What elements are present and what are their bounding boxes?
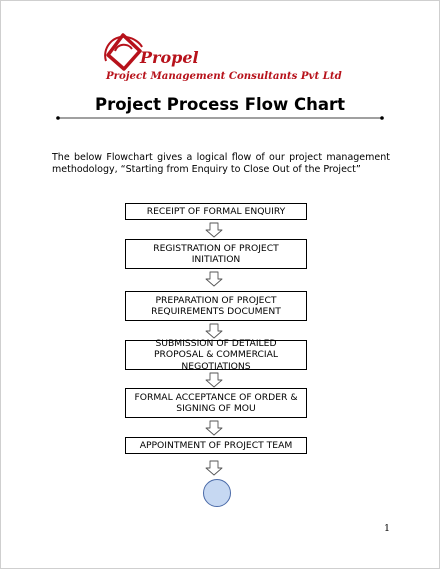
down-arrow-icon	[204, 222, 224, 238]
flowchart-step: FORMAL ACCEPTANCE OF ORDER & SIGNING OF MOU	[125, 388, 307, 418]
flowchart-step: RECEIPT OF FORMAL ENQUIRY	[125, 203, 307, 220]
company-name: Project Management Consultants Pvt Ltd	[106, 70, 342, 82]
flowchart-end-circle	[203, 479, 231, 507]
document-title: Project Process Flow Chart	[94, 95, 345, 114]
down-arrow-icon	[204, 271, 224, 287]
flowchart-step: REGISTRATION OF PROJECT INITIATION	[125, 239, 307, 269]
down-arrow-icon	[204, 372, 224, 388]
title-divider	[56, 114, 384, 122]
page-number: 1	[384, 523, 391, 534]
down-arrow-icon	[204, 460, 224, 476]
down-arrow-icon	[204, 323, 224, 339]
flowchart-step: PREPARATION OF PROJECT REQUIREMENTS DOCUMENT	[125, 291, 307, 321]
intro-paragraph: The below Flowchart gives a logical flow of our project management methodology, “Starting from Enquiry to Close Out of the Project”	[52, 152, 390, 175]
down-arrow-icon	[204, 420, 224, 436]
flowchart-step: SUBMISSION OF DETAILED PROPOSAL & COMMERCIAL NEGOTIATIONS	[125, 340, 307, 370]
flowchart-step: APPOINTMENT OF PROJECT TEAM	[125, 437, 307, 454]
brand-name: Propel	[140, 48, 199, 67]
